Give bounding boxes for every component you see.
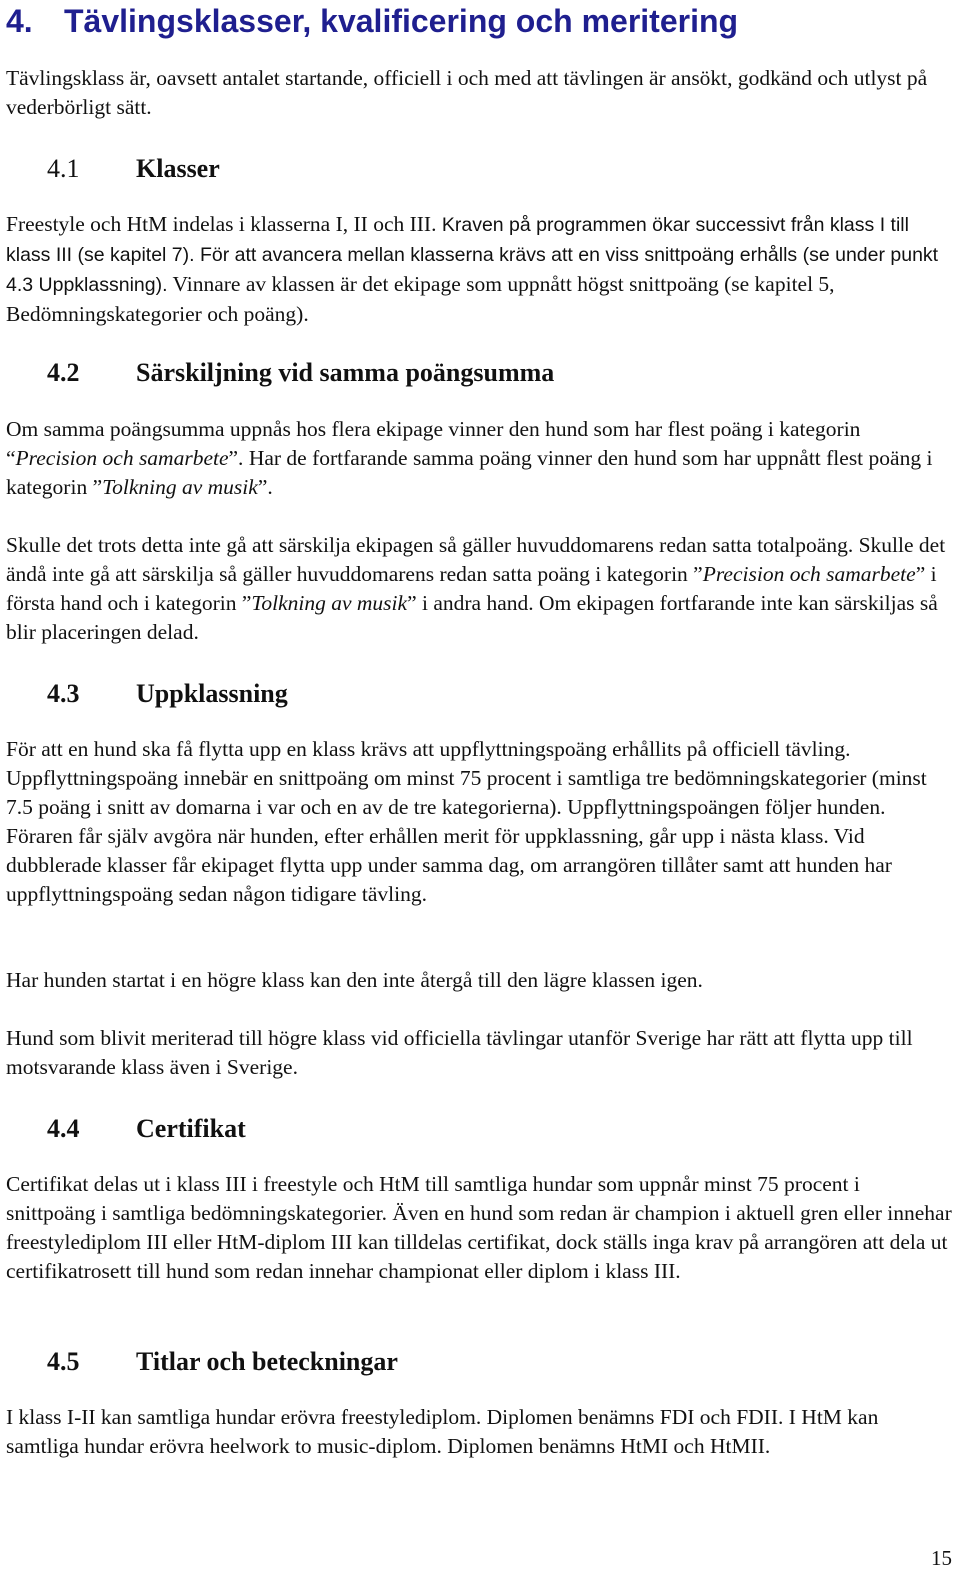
subsection-heading-4-4 — [47, 1112, 927, 1146]
subsection-title: Klasser — [136, 154, 220, 183]
paragraph-text: Kraven på programmen ökar successivt från klass I till klass III (se kapitel 7). För att avancera mellan klasserna krävs att en viss snittpoäng erhålls (se under punkt 4.3 Uppklassning). — [6, 214, 939, 296]
paragraph-4-3-b: Har hunden startat i en högre klass kan den inte återgå till den lägre klassen igen. — [6, 968, 703, 992]
paragraph-text: Vinnare av klassen är det ekipage som uppnått högst snittpoäng (se kapitel 5, Bedömningskategorier och poäng). — [6, 272, 835, 326]
subsection-heading-4-5 — [47, 1345, 927, 1379]
subsection-title: Certifikat — [136, 1114, 246, 1143]
paragraph-text: ”. — [257, 475, 273, 499]
subsection-heading-4-1 — [47, 152, 927, 186]
paragraph-text: ”. — [228, 446, 249, 470]
subsection-title: Särskiljning vid samma poängsumma — [136, 358, 555, 387]
section-heading — [6, 2, 946, 40]
subsection-heading-4-3 — [47, 677, 927, 711]
section-number: 4. — [6, 3, 33, 39]
paragraph-4-3-c: Hund som blivit meriterad till högre klass vid officiella tävlingar utanför Sverige har rätt att flytta upp till motsvarande klass även i Sverige. — [6, 1026, 913, 1079]
subsection-number: 4.1 — [47, 154, 80, 183]
paragraph-4-5: I klass I-II kan samtliga hundar erövra freestylediplom. Diplomen benämns FDI och FDII. I HtM kan samtliga hundar erövra heelwork to music-diplom. Diplomen benämns HtMI och HtMII. — [6, 1405, 879, 1458]
paragraph-text: ” i andra hand. Om ekipagen fortfarande inte kan särskiljas så blir placeringen delad. — [6, 591, 938, 644]
intro-paragraph: Tävlingsklass är, oavsett antalet startande, officiell i och med att tävlingen är ansökt, godkänd och utlyst på vederbörligt sätt. — [6, 66, 928, 119]
page-number: 15 — [931, 1546, 952, 1570]
section-title: Tävlingsklasser, kvalificering och meritering — [64, 3, 739, 39]
subsection-number: 4.5 — [47, 1347, 80, 1376]
category-name: Precision och samarbete — [702, 562, 916, 586]
paragraph-4-4: Certifikat delas ut i klass III i freestyle och HtM till samtliga hundar som uppnår minst 75 procent i snittpoäng i samtliga bedömningskategorier. Även en hund som redan är champion i aktuell gren eller innehar freestylediplom III eller HtM-diplom III kan tilldelas certifikat, dock ställs inga krav på arrangören att dela ut certifikatrosett till hund som redan innehar championat eller diplom i klass III. — [6, 1172, 952, 1283]
subsection-number: 4.2 — [47, 358, 80, 387]
paragraph-4-3-a: För att en hund ska få flytta upp en klass krävs att uppflyttningspoäng erhållits på officiell tävling. Uppflyttningspoäng innebär en snittpoäng om minst 75 procent i samtliga tre bedömningskategorier (minst 7.5 poäng i snitt av domarna i var och en av de tre kategorierna). Uppflyttningspoängen följer hunden. Föraren får själv avgöra när hunden, efter erhållen merit för uppklassning, går upp i nästa klass. Vid dubblerade klasser får ekipaget flytta upp under samma dag, om arrangören tillåter samt att hunden har uppflyttningspoäng sedan någon tidigare tävling. — [6, 737, 927, 906]
subsection-title: Uppklassning — [136, 679, 288, 708]
paragraph-4-2-a — [6, 415, 954, 502]
category-name: Tolkning av musik — [102, 475, 258, 499]
subsection-heading-4-2 — [47, 356, 927, 390]
paragraph-text: Freestyle och HtM indelas i klasserna I, II och III. — [6, 212, 442, 236]
category-name: Precision och samarbete — [15, 446, 229, 470]
category-name: Tolkning av musik — [251, 591, 408, 615]
paragraph-text: Skulle det trots detta inte gå att särskilja ekipagen så gäller huvuddomarens redan satta totalpoäng. Skulle det ändå inte gå att särskilja så gäller huvuddomarens redan satta poäng i kategorin ” — [6, 533, 946, 586]
subsection-title: Titlar och beteckningar — [136, 1347, 398, 1376]
paragraph-4-1 — [6, 210, 954, 329]
paragraph-text: Har de fortfarande samma poäng vinner den hund som har uppnått flest poäng i kategorin ” — [6, 446, 933, 499]
paragraph-text: ” i första hand och i kategorin ” — [6, 562, 937, 615]
subsection-number: 4.3 — [47, 679, 80, 708]
paragraph-text: Om samma poängsumma uppnås hos flera ekipage vinner den hund som har flest poäng i kategorin “ — [6, 417, 861, 470]
subsection-number: 4.4 — [47, 1114, 80, 1143]
paragraph-4-2-b — [6, 531, 954, 647]
